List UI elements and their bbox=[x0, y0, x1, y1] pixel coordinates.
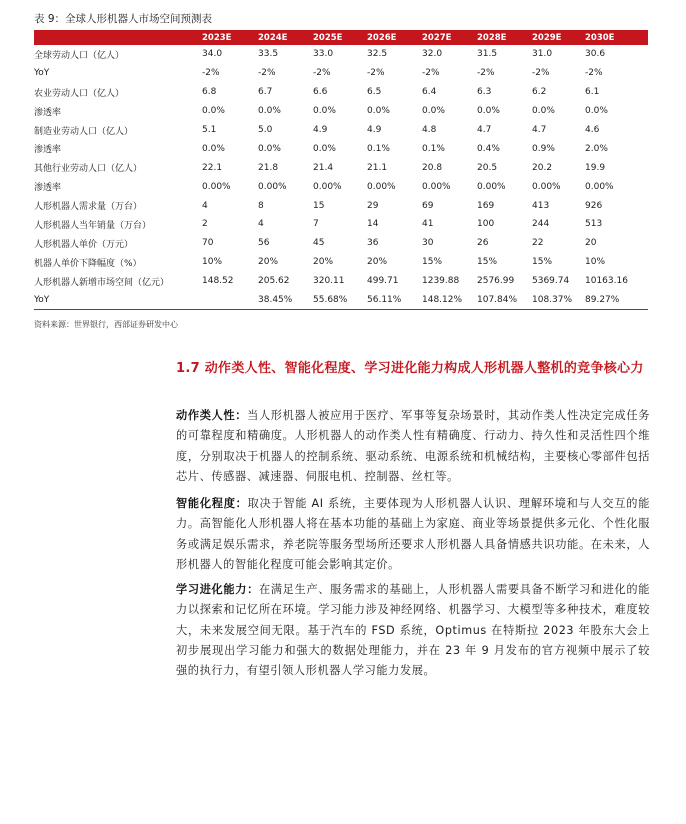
value-cell: 0.1% bbox=[422, 143, 445, 154]
value-cell: 69 bbox=[422, 200, 434, 211]
value-cell: -2% bbox=[585, 68, 603, 79]
value-cell: 20% bbox=[313, 257, 334, 268]
value-cell: 0.0% bbox=[313, 106, 336, 117]
row-label-cell: 渗透率 bbox=[34, 145, 62, 156]
value-cell: 499.71 bbox=[367, 276, 399, 287]
row-label-cell: 人形机器人单价（万元） bbox=[34, 239, 134, 250]
value-cell: 0.0% bbox=[258, 143, 281, 154]
value-cell: 31.0 bbox=[532, 49, 553, 60]
value-cell: 4.7 bbox=[477, 125, 492, 135]
header-cell-year: 2023E bbox=[202, 30, 258, 45]
value-cell: 7 bbox=[313, 219, 319, 230]
table-header-row bbox=[34, 30, 648, 45]
table-title: 表 9：全球人形机器人市场空间预测表 bbox=[34, 13, 213, 25]
value-cell: 56 bbox=[258, 238, 270, 249]
value-cell: 70 bbox=[202, 238, 214, 249]
value-cell: 108.37% bbox=[532, 291, 585, 310]
row-label-cell: 人形机器人需求量（万台） bbox=[34, 202, 143, 213]
value-cell: 15% bbox=[422, 257, 443, 268]
value-cell: 21.1 bbox=[367, 162, 388, 173]
value-cell: 0.0% bbox=[477, 106, 500, 117]
value-cell: 15 bbox=[313, 200, 325, 211]
value-cell: 4 bbox=[258, 219, 264, 230]
table-row bbox=[34, 45, 648, 64]
value-cell: 4.6 bbox=[585, 125, 600, 135]
value-cell: 32.0 bbox=[422, 49, 443, 60]
value-cell: 205.62 bbox=[258, 276, 290, 287]
value-cell: 0.0% bbox=[422, 106, 445, 117]
table-source: 资料来源：世界银行，西部证券研发中心 bbox=[34, 320, 178, 329]
value-cell: 6.4 bbox=[422, 87, 437, 98]
value-cell: 169 bbox=[477, 200, 495, 211]
value-cell: 6.1 bbox=[585, 87, 600, 98]
value-cell: 45 bbox=[313, 238, 325, 249]
value-cell: 2 bbox=[202, 219, 208, 230]
paragraph-intelligence bbox=[176, 494, 650, 575]
value-cell: -2% bbox=[202, 68, 220, 79]
row-label-cell: 人形机器人当年销量（万台） bbox=[34, 220, 152, 231]
value-cell: -2% bbox=[422, 68, 440, 79]
value-cell: 0.00% bbox=[422, 181, 451, 192]
value-cell: 6.2 bbox=[532, 87, 547, 98]
value-cell: 5.0 bbox=[258, 125, 273, 135]
value-cell: 0.0% bbox=[258, 106, 281, 117]
value-cell: 20% bbox=[367, 257, 388, 268]
row-label-cell: 农业劳动人口（亿人） bbox=[34, 88, 125, 99]
value-cell: 244 bbox=[532, 219, 550, 230]
value-cell: -2% bbox=[367, 68, 385, 79]
value-cell: 100 bbox=[477, 219, 495, 230]
value-cell bbox=[202, 291, 258, 310]
table-row bbox=[34, 272, 648, 291]
row-label-cell: 全球劳动人口（亿人） bbox=[34, 50, 125, 61]
value-cell: 0.1% bbox=[367, 143, 390, 154]
paragraph-term: 智能化程度： bbox=[176, 497, 248, 510]
table-row bbox=[34, 139, 648, 158]
value-cell: 0.00% bbox=[313, 181, 342, 192]
value-cell: 56.11% bbox=[367, 291, 422, 310]
header-cell-year: 2026E bbox=[367, 30, 422, 45]
value-cell: 4.9 bbox=[367, 125, 382, 135]
value-cell: 26 bbox=[477, 238, 489, 249]
paragraph-learning bbox=[176, 580, 650, 681]
value-cell: 0.0% bbox=[532, 106, 555, 117]
paragraph-term: 动作类人性： bbox=[176, 409, 248, 422]
header-cell-year: 2027E bbox=[422, 30, 477, 45]
header-cell-year: 2024E bbox=[258, 30, 313, 45]
value-cell: 15% bbox=[532, 257, 553, 268]
paragraph-text: 在满足生产、服务需求的基础上，人形机器人需要具备不断学习和进化的能力以探索和记忆所在环境。学习能力涉及神经网络、机器学习、大模型等多种技术，难度较大，未来发展空间无限。基于汽车的 FSD 系统，Optimus 在特斯拉 2023 年股东大会上初步展现出学习能力和强大的数据处理能力，并在 23 年 9 月发布的官方视频中展示了较强的执行力，有望引领人形机器人学习能力发展。 bbox=[176, 583, 650, 678]
row-label-cell: 其他行业劳动人口（亿人） bbox=[34, 164, 143, 175]
table-row bbox=[34, 253, 648, 272]
value-cell: 5.1 bbox=[202, 125, 217, 135]
table-row bbox=[34, 215, 648, 234]
value-cell: 20% bbox=[258, 257, 279, 268]
value-cell: 148.52 bbox=[202, 276, 234, 287]
value-cell: 22.1 bbox=[202, 162, 223, 173]
paragraph-motion bbox=[176, 406, 650, 487]
value-cell: 6.7 bbox=[258, 87, 273, 98]
value-cell: 6.6 bbox=[313, 87, 328, 98]
value-cell: 20 bbox=[585, 238, 597, 249]
value-cell: 6.5 bbox=[367, 87, 382, 98]
value-cell: 107.84% bbox=[477, 291, 532, 310]
value-cell: 0.0% bbox=[585, 106, 608, 117]
paragraph-term: 学习进化能力： bbox=[176, 583, 259, 596]
table-row bbox=[34, 83, 648, 102]
value-cell: 34.0 bbox=[202, 49, 223, 60]
value-cell: 8 bbox=[258, 200, 264, 211]
value-cell: 926 bbox=[585, 200, 603, 211]
value-cell: 20.2 bbox=[532, 162, 553, 173]
header-cell-label bbox=[34, 30, 202, 45]
value-cell: 21.8 bbox=[258, 162, 279, 173]
value-cell: 0.0% bbox=[367, 106, 390, 117]
value-cell: 22 bbox=[532, 238, 544, 249]
row-label-cell: YoY bbox=[34, 68, 50, 79]
section-heading: 1.7 动作类人性、智能化程度、学习进化能力构成人形机器人整机的竞争核心力 bbox=[176, 361, 644, 376]
value-cell: 320.11 bbox=[313, 276, 345, 287]
paragraph-text: 当人形机器人被应用于医疗、军事等复杂场景时，其动作类人性决定完成任务的可靠程度和精确度。人形机器人的动作类人性有精确度、行动力、持久性和灵活性四个维度，分别取决于机器人的控制系统、驱动系统、电源系统和机械结构，主要核心零部件包括芯片、传感器、减速器、伺服电机、控制器、丝杠等。 bbox=[176, 409, 650, 483]
table-row bbox=[34, 121, 648, 140]
value-cell: 41 bbox=[422, 219, 434, 230]
value-cell: 10163.16 bbox=[585, 276, 628, 287]
table-row bbox=[34, 158, 648, 177]
value-cell: 0.00% bbox=[585, 181, 614, 192]
value-cell: 20.5 bbox=[477, 162, 498, 173]
value-cell: 36 bbox=[367, 238, 379, 249]
table-row bbox=[34, 102, 648, 121]
table-row bbox=[34, 291, 648, 310]
value-cell: 4.9 bbox=[313, 125, 328, 135]
value-cell: 30.6 bbox=[585, 49, 606, 60]
value-cell: 30 bbox=[422, 238, 434, 249]
value-cell: 33.5 bbox=[258, 49, 279, 60]
value-cell: 31.5 bbox=[477, 49, 498, 60]
row-label-cell: 机器人单价下降幅度（%） bbox=[34, 258, 142, 269]
row-label-cell: YoY bbox=[34, 291, 202, 310]
value-cell: -2% bbox=[532, 68, 550, 79]
value-cell: 0.0% bbox=[313, 143, 336, 154]
value-cell: 89.27% bbox=[585, 291, 648, 310]
value-cell: 0.00% bbox=[258, 181, 287, 192]
value-cell: 0.9% bbox=[532, 143, 555, 154]
value-cell: 0.00% bbox=[202, 181, 231, 192]
value-cell: 148.12% bbox=[422, 291, 477, 310]
row-label-cell: 制造业劳动人口（亿人） bbox=[34, 126, 134, 137]
value-cell: 2576.99 bbox=[477, 276, 515, 287]
table-row bbox=[34, 64, 648, 83]
value-cell: 0.00% bbox=[367, 181, 396, 192]
value-cell: -2% bbox=[477, 68, 495, 79]
header-cell-year: 2025E bbox=[313, 30, 367, 45]
value-cell: 20.8 bbox=[422, 162, 443, 173]
value-cell: 55.68% bbox=[313, 291, 367, 310]
row-label-cell: 人形机器人新增市场空间（亿元） bbox=[34, 277, 170, 288]
value-cell: 0.0% bbox=[202, 106, 225, 117]
value-cell: 4.8 bbox=[422, 125, 437, 135]
value-cell: 6.8 bbox=[202, 87, 217, 98]
value-cell: 0.00% bbox=[532, 181, 561, 192]
value-cell: 0.4% bbox=[477, 143, 500, 154]
value-cell: 4.7 bbox=[532, 125, 547, 135]
row-label-cell: 渗透率 bbox=[34, 107, 62, 118]
value-cell: 19.9 bbox=[585, 162, 606, 173]
value-cell: 21.4 bbox=[313, 162, 334, 173]
header-cell-year: 2028E bbox=[477, 30, 532, 45]
header-cell-year: 2029E bbox=[532, 30, 585, 45]
value-cell: 10% bbox=[585, 257, 606, 268]
table-row bbox=[34, 177, 648, 196]
market-forecast-table bbox=[34, 30, 648, 310]
value-cell: 10% bbox=[202, 257, 223, 268]
value-cell: -2% bbox=[258, 68, 276, 79]
row-label-cell: 渗透率 bbox=[34, 183, 62, 194]
value-cell: 29 bbox=[367, 200, 379, 211]
paragraph-text: 取决于智能 AI 系统，主要体现为人形机器人认识、理解环境和与人交互的能力。高智能化人形机器人将在基本功能的基础上为家庭、商业等场景提供多元化、个性化服务或满足娱乐需求，养老院等服务型场所还要求人形机器人具备情感共识功能。在未来，人形机器人的智能化程度可能会影响其定价。 bbox=[176, 497, 650, 571]
value-cell: 0.00% bbox=[477, 181, 506, 192]
value-cell: -2% bbox=[313, 68, 331, 79]
value-cell: 513 bbox=[585, 219, 603, 230]
value-cell: 14 bbox=[367, 219, 379, 230]
value-cell: 2.0% bbox=[585, 143, 608, 154]
value-cell: 15% bbox=[477, 257, 498, 268]
value-cell: 32.5 bbox=[367, 49, 388, 60]
table-row bbox=[34, 234, 648, 253]
value-cell: 1239.88 bbox=[422, 276, 460, 287]
value-cell: 0.0% bbox=[202, 143, 225, 154]
value-cell: 5369.74 bbox=[532, 276, 570, 287]
value-cell: 413 bbox=[532, 200, 550, 211]
value-cell: 4 bbox=[202, 200, 208, 211]
table-row bbox=[34, 196, 648, 215]
value-cell: 6.3 bbox=[477, 87, 492, 98]
value-cell: 38.45% bbox=[258, 291, 313, 310]
value-cell: 33.0 bbox=[313, 49, 334, 60]
header-cell-year: 2030E bbox=[585, 30, 648, 45]
